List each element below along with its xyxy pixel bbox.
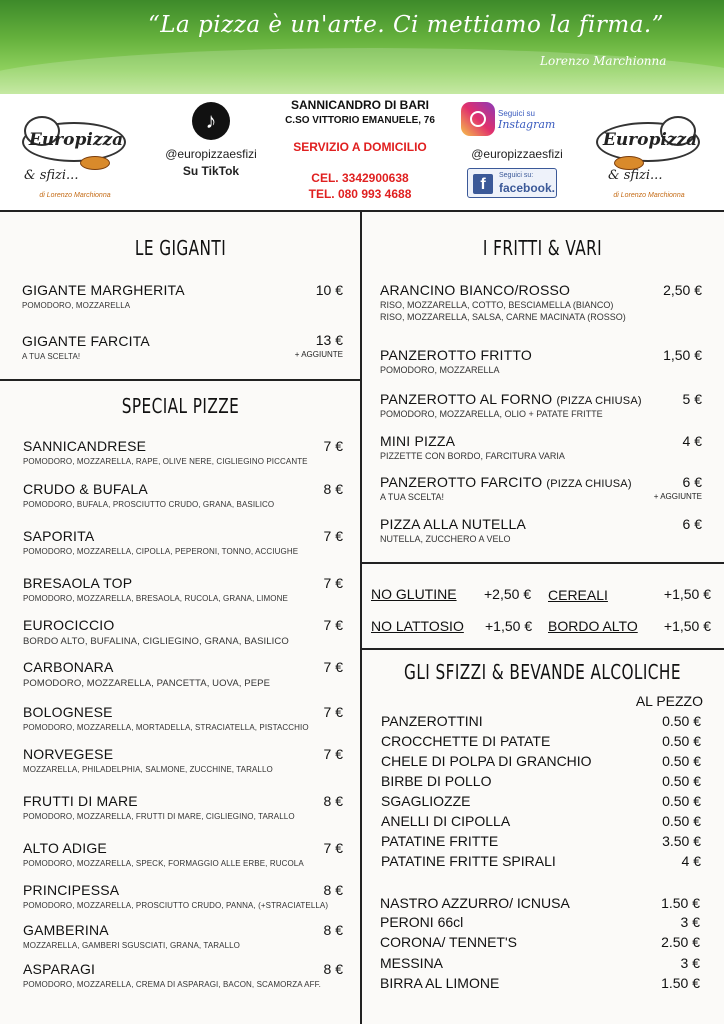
item-price: 7 €: [323, 840, 343, 856]
item-price: 7 €: [323, 438, 343, 454]
divider-fritti: [361, 562, 724, 564]
instagram-handle[interactable]: @europizzaesfizi: [471, 147, 563, 161]
item-desc: POMODORO, BUFALA, PROSCIUTTO CRUDO, GRANA, BASILICO: [23, 500, 275, 509]
item-desc: NUTELLA, ZUCCHERO A VELO: [380, 534, 511, 544]
contact-info: [270, 98, 450, 201]
item-price: 8 €: [323, 481, 343, 497]
menu-item: [23, 659, 270, 689]
cell-phone[interactable]: CEL. 3342900638: [311, 171, 409, 185]
menu-item: [380, 347, 532, 375]
snack-name: PANZEROTTINI: [381, 713, 483, 729]
drink-name: MESSINA: [380, 955, 444, 971]
item-name: GIGANTE MARGHERITA: [22, 282, 185, 298]
snack-name: CROCCHETTE DI PATATE: [381, 733, 551, 749]
telephone[interactable]: TEL. 080 993 4688: [308, 187, 412, 201]
item-desc: POMODORO, MOZZARELLA, OLIO + PATATE FRITTE: [380, 409, 603, 419]
item-desc: MOZZARELLA, GAMBERI SGUSCIATI, GRANA, TARALLO: [23, 941, 240, 950]
menu-item: [23, 793, 295, 821]
item-name: CRUDO & BUFALA: [23, 481, 148, 497]
item-desc: POMODORO, MOZZARELLA, CREMA DI ASPARAGI, BACON, SCAMORZA AFF.: [23, 980, 322, 989]
item-price: 8 €: [323, 961, 343, 977]
item-name: BOLOGNESE: [23, 704, 113, 720]
item-name-text: ARANCINO BIANCO/ROSSO: [380, 282, 571, 298]
option-price: +1,50 €: [663, 586, 711, 602]
drink-price: 1.50 €: [661, 895, 700, 911]
divider-giganti: [0, 379, 361, 381]
item-name: CARBONARA: [23, 659, 114, 675]
item-name: EUROCICCIO: [23, 617, 115, 633]
logo-name: Europizza: [602, 130, 698, 150]
instagram-label: [498, 108, 555, 131]
item-name: [380, 516, 526, 532]
menu-item: [380, 516, 526, 544]
item-desc: POMODORO, MOZZARELLA, SPECK, FORMAGGIO ALLE ERBE, RUCOLA: [23, 859, 304, 868]
item-name: [380, 433, 565, 449]
item-name-text: PANZEROTTO AL FORNO: [380, 391, 553, 407]
logo-signature: di Lorenzo Marchionna: [613, 192, 685, 199]
banner-quote: “La pizza è un'arte. Ci mettiamo la firma.”: [148, 12, 664, 38]
item-name: GIGANTE FARCITA: [22, 333, 150, 349]
snack-name: PATATINE FRITTE SPIRALI: [381, 853, 556, 869]
logo-signature: di Lorenzo Marchionna: [39, 192, 111, 199]
item-name-text: PIZZA ALLA NUTELLA: [380, 516, 526, 532]
snack-row: [381, 773, 701, 793]
drink-name: PERONI 66cl: [380, 914, 464, 930]
item-name: SAPORITA: [23, 528, 95, 544]
item-name: GAMBERINA: [23, 922, 109, 938]
menu-item: [22, 282, 185, 310]
item-price: 7 €: [323, 704, 343, 720]
option-no-lattosio: NO LATTOSIO: [371, 618, 464, 634]
divider-options: [361, 648, 724, 650]
section-title-fritti: I FRITTI & VARI: [482, 236, 603, 260]
item-desc: POMODORO, MOZZARELLA, PANCETTA, UOVA, PEPE: [23, 678, 271, 689]
logo-sub: & sfizi...: [608, 168, 663, 183]
top-banner: [0, 0, 724, 94]
snack-row: [381, 833, 701, 853]
header: [0, 94, 724, 212]
item-desc: POMODORO, MOZZARELLA, CIPOLLA, PEPERONI, TONNO, ACCIUGHE: [23, 547, 299, 556]
option-price: +1,50 €: [663, 618, 711, 634]
address: C.SO VITTORIO EMANUELE, 76: [285, 115, 435, 126]
option-price: +2,50 €: [484, 586, 532, 602]
facebook-follow-text: Seguici su:: [499, 172, 534, 179]
item-desc: RISO, MOZZARELLA, COTTO, BESCIAMELLA (BIANCO): [380, 300, 614, 310]
item-price: 8 €: [323, 922, 343, 938]
menu-item: [23, 617, 289, 647]
item-name-text: PANZEROTTO FRITTO: [380, 347, 532, 363]
tiktok-icon[interactable]: ♪: [192, 102, 230, 140]
facebook-badge[interactable]: [467, 168, 557, 198]
tiktok-handle[interactable]: @europizzaesfizi: [165, 147, 257, 161]
logo-sub: & sfizi...: [24, 168, 79, 183]
item-extra: + AGGIUNTE: [653, 492, 702, 501]
snack-row: [381, 733, 701, 753]
item-price: 4 €: [682, 433, 702, 449]
snack-name: CHELE DI POLPA DI GRANCHIO: [381, 753, 592, 769]
menu-item: [23, 575, 288, 603]
snack-name: BIRBE DI POLLO: [381, 773, 492, 789]
item-note: (PIZZA CHIUSA): [556, 395, 642, 407]
logo-right: [594, 112, 704, 204]
delivery-service: SERVIZIO A DOMICILIO: [293, 140, 427, 154]
menu-item: [23, 882, 328, 910]
item-name: FRUTTI DI MARE: [23, 793, 138, 809]
item-desc: POMODORO, MOZZARELLA: [22, 301, 131, 310]
drink-name: CORONA/ TENNET'S: [380, 934, 517, 950]
item-name: [380, 347, 532, 363]
item-price: 6 €: [682, 474, 702, 490]
item-name-text: MINI PIZZA: [380, 433, 456, 449]
drink-row: [380, 934, 700, 954]
item-price: 7 €: [323, 746, 343, 762]
drink-row: [380, 975, 700, 995]
item-extra: + AGGIUNTE: [294, 350, 343, 359]
drink-row: [380, 895, 700, 915]
snack-row: [381, 713, 701, 733]
item-price: 7 €: [323, 659, 343, 675]
instagram-follow-text: Seguici su: [498, 109, 535, 118]
item-price: 13 €: [315, 332, 343, 348]
section-title-special: SPECIAL PIZZE: [121, 394, 240, 418]
snack-price: 3.50 €: [662, 833, 701, 849]
tiktok-label: Su TikTok: [182, 164, 240, 178]
menu-item: [23, 704, 309, 732]
menu-item: [22, 333, 150, 361]
item-name: BRESAOLA TOP: [23, 575, 133, 591]
drink-row: [380, 914, 700, 934]
item-name: [380, 391, 642, 407]
logo-name: Europizza: [28, 130, 124, 150]
item-price: 10 €: [315, 282, 343, 298]
item-note: (PIZZA CHIUSA): [546, 478, 632, 490]
item-desc: POMODORO, MOZZARELLA, BRESAOLA, RUCOLA, GRANA, LIMONE: [23, 594, 288, 603]
column-divider: [360, 212, 362, 1024]
item-price: 6 €: [682, 516, 702, 532]
menu-item: [23, 746, 273, 774]
snack-price: 0.50 €: [662, 773, 701, 789]
menu-item: [23, 438, 308, 466]
menu-item: [23, 840, 304, 868]
drink-price: 3 €: [680, 914, 700, 930]
section-title-giganti: LE GIGANTI: [134, 236, 227, 260]
option-price: +1,50 €: [485, 618, 533, 634]
item-price: 7 €: [323, 617, 343, 633]
facebook-name: facebook.: [499, 181, 556, 195]
item-name: [380, 474, 632, 490]
item-price: 8 €: [323, 793, 343, 809]
snack-name: SGAGLIOZZE: [381, 793, 471, 809]
item-price: 2,50 €: [663, 282, 702, 298]
item-desc: A TUA SCELTA!: [22, 352, 81, 361]
snack-price: 4 €: [681, 853, 701, 869]
menu-item: [23, 922, 240, 950]
drink-price: 2.50 €: [661, 934, 700, 950]
facebook-icon: f: [473, 174, 493, 194]
drink-price: 1.50 €: [661, 975, 700, 991]
item-price: 7 €: [323, 575, 343, 591]
item-desc: POMODORO, MOZZARELLA, RAPE, OLIVE NERE, CIGLIEGINO PICCANTE: [23, 457, 308, 466]
item-price: 8 €: [323, 882, 343, 898]
drink-name: BIRRA AL LIMONE: [380, 975, 500, 991]
snack-row: [381, 793, 701, 813]
item-price: 1,50 €: [663, 347, 702, 363]
instagram-name: Instagram: [498, 118, 556, 131]
item-desc: A TUA SCELTA!: [380, 492, 445, 502]
item-name: PRINCIPESSA: [23, 882, 120, 898]
banner-quote-author: Lorenzo Marchionna: [540, 54, 667, 68]
snack-price: 0.50 €: [662, 793, 701, 809]
menu-item: [380, 391, 642, 419]
item-name: ALTO ADIGE: [23, 840, 107, 856]
option-cereali: CEREALI: [548, 587, 608, 603]
instagram-icon[interactable]: [461, 102, 495, 136]
item-name: NORVEGESE: [23, 746, 114, 762]
snack-name: PATATINE FRITTE: [381, 833, 499, 849]
menu-item: [23, 961, 321, 989]
snack-price: 0.50 €: [662, 713, 701, 729]
item-name-text: PANZEROTTO FARCITO: [380, 474, 543, 490]
item-desc: BORDO ALTO, BUFALINA, CIGLIEGINO, GRANA, BASILICO: [23, 636, 289, 647]
menu-item: [380, 282, 626, 322]
logo-left: [20, 112, 130, 204]
item-price: 7 €: [323, 528, 343, 544]
snack-row: [381, 753, 701, 773]
menu-item: [380, 474, 632, 502]
snack-price: 0.50 €: [662, 753, 701, 769]
item-desc: POMODORO, MOZZARELLA, PROSCIUTTO CRUDO, PANNA, (+STRACIATELLA): [23, 901, 329, 910]
item-desc: PIZZETTE CON BORDO, FARCITURA VARIA: [380, 451, 565, 461]
item-name: ASPARAGI: [23, 961, 96, 977]
snack-row: [381, 853, 701, 873]
snack-name: ANELLI DI CIPOLLA: [381, 813, 511, 829]
drink-name: NASTRO AZZURRO/ ICNUSA: [380, 895, 570, 911]
drink-price: 3 €: [680, 955, 700, 971]
item-name: SANNICANDRESE: [23, 438, 147, 454]
menu-item: [380, 433, 565, 461]
snack-row: [381, 813, 701, 833]
item-desc: POMODORO, MOZZARELLA, MORTADELLA, STRACIATELLA, PISTACCHIO: [23, 723, 309, 732]
item-desc: POMODORO, MOZZARELLA: [380, 365, 500, 375]
menu-item: [23, 528, 298, 556]
item-desc: POMODORO, MOZZARELLA, FRUTTI DI MARE, CIGLIEGINO, TARALLO: [23, 812, 295, 821]
drink-row: [380, 955, 700, 975]
option-bordo-alto: BORDO ALTO: [548, 618, 638, 634]
snack-price: 0.50 €: [662, 733, 701, 749]
per-piece-label: AL PEZZO: [635, 693, 703, 709]
option-no-glutine: NO GLUTINE: [371, 586, 457, 602]
item-desc: RISO, MOZZARELLA, SALSA, CARNE MACINATA (ROSSO): [380, 312, 626, 322]
section-title-sfizi: GLI SFIZZI & BEVANDE ALCOLICHE: [404, 660, 681, 684]
snack-price: 0.50 €: [662, 813, 701, 829]
item-price: 5 €: [682, 391, 702, 407]
item-name: [380, 282, 626, 298]
city: SANNICANDRO DI BARI: [291, 98, 429, 112]
item-desc: MOZZARELLA, PHILADELPHIA, SALMONE, ZUCCHINE, TARALLO: [23, 765, 273, 774]
menu-item: [23, 481, 274, 509]
